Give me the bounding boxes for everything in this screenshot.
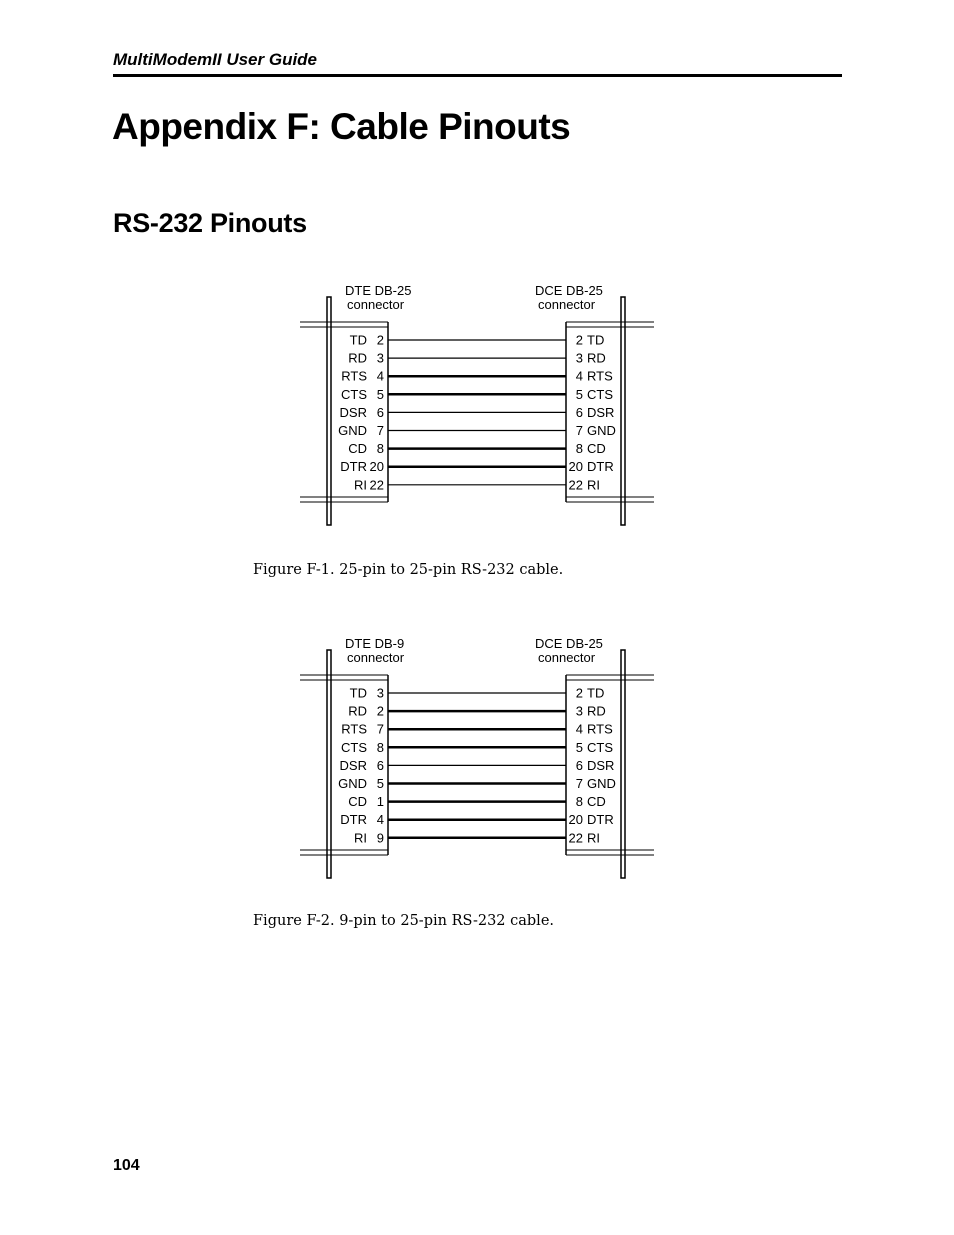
right-pin-signal: GND (587, 423, 616, 438)
right-pin-number: 20 (568, 812, 583, 828)
left-pin-signal: DSR (339, 757, 367, 773)
right-pin-signal: RD (587, 350, 606, 366)
left-pin-signal: CTS (341, 386, 367, 402)
left-pin-number: 22 (369, 477, 384, 493)
right-pin-signal: CTS (587, 739, 613, 755)
right-pin-number: 2 (575, 332, 583, 348)
left-pin-number: 5 (376, 386, 384, 402)
left-connector-label-line1: DTE DB-25 (345, 283, 412, 298)
page-number: 104 (113, 1157, 140, 1174)
left-connector-label-line2: connector (347, 297, 405, 312)
left-pin-signal: RTS (341, 721, 367, 737)
left-pin-signal: RTS (341, 368, 367, 384)
right-pin-number: 3 (575, 350, 583, 366)
left-pin-number: 4 (376, 812, 384, 828)
left-connector-shell (327, 297, 331, 525)
right-pin-signal: RI (587, 477, 600, 493)
right-pin-signal: RTS (587, 721, 613, 737)
left-pin-number: 6 (376, 404, 384, 420)
left-pin-signal: DSR (339, 404, 367, 420)
left-pin-signal: CD (348, 441, 367, 457)
figure-f1-diagram (0, 280, 954, 530)
left-pin-signal: GND (338, 423, 367, 438)
right-connector-shell (621, 650, 625, 878)
right-pin-signal: GND (587, 776, 616, 791)
right-pin-number: 4 (575, 368, 583, 384)
header-rule (113, 74, 842, 77)
right-pin-number: 3 (575, 703, 583, 719)
left-pin-signal: RD (348, 350, 367, 366)
left-pin-signal: RD (348, 703, 367, 719)
left-connector-label-line1: DTE DB-9 (345, 636, 405, 651)
chapter-title: Appendix F: Cable Pinouts (112, 106, 571, 147)
right-connector-label-line2: connector (538, 650, 596, 665)
right-pin-signal: DTR (587, 812, 614, 828)
left-connector-label-line2: connector (347, 650, 405, 665)
right-pin-signal: CD (587, 441, 606, 457)
left-pin-number: 20 (369, 459, 384, 475)
right-pin-number: 5 (575, 386, 583, 402)
left-pin-number: 3 (376, 350, 384, 366)
right-pin-signal: DSR (587, 757, 615, 773)
left-pin-signal: RI (354, 477, 367, 493)
right-pin-signal: RD (587, 703, 606, 719)
right-pin-signal: RTS (587, 368, 613, 384)
figure-f2-diagram (0, 633, 954, 883)
right-connector-label-line1: DCE DB-25 (535, 636, 603, 651)
left-pin-number: 2 (376, 703, 384, 719)
right-pin-number: 7 (575, 776, 583, 791)
right-pin-number: 8 (575, 794, 583, 810)
left-pin-signal: GND (338, 776, 367, 791)
left-pin-signal: TD (349, 332, 367, 348)
right-pin-number: 6 (575, 404, 583, 420)
figure-f2-caption: Figure F-2. 9-pin to 25-pin RS-232 cable. (253, 913, 555, 929)
left-pin-number: 3 (376, 685, 384, 701)
right-pin-number: 22 (568, 477, 583, 493)
right-pin-signal: RI (587, 830, 600, 846)
figure-f1-caption: Figure F-1. 25-pin to 25-pin RS-232 cable. (253, 562, 564, 578)
left-pin-signal: CD (348, 794, 367, 810)
left-pin-number: 5 (376, 776, 384, 791)
right-connector-label-line2: connector (538, 297, 596, 312)
right-pin-signal: TD (587, 332, 605, 348)
left-pin-signal: DTR (340, 459, 367, 475)
right-pin-number: 20 (568, 459, 583, 475)
left-pin-signal: DTR (340, 812, 367, 828)
right-pin-number: 8 (575, 441, 583, 457)
right-pin-signal: TD (587, 685, 605, 701)
right-connector-label-line1: DCE DB-25 (535, 283, 603, 298)
left-pin-signal: CTS (341, 739, 367, 755)
right-pin-number: 4 (575, 721, 583, 737)
left-pin-number: 8 (376, 441, 384, 457)
section-title: RS-232 Pinouts (113, 208, 307, 238)
right-pin-number: 22 (568, 830, 583, 846)
left-pin-number: 9 (376, 830, 384, 846)
left-pin-number: 7 (376, 721, 384, 737)
left-pin-number: 6 (376, 757, 384, 773)
right-pin-number: 5 (575, 739, 583, 755)
left-pin-number: 4 (376, 368, 384, 384)
right-pin-number: 6 (575, 757, 583, 773)
right-pin-number: 2 (575, 685, 583, 701)
left-pin-number: 7 (376, 423, 384, 438)
right-pin-signal: DTR (587, 459, 614, 475)
left-pin-number: 2 (376, 332, 384, 348)
right-pin-signal: DSR (587, 404, 615, 420)
left-pin-signal: RI (354, 830, 367, 846)
left-pin-number: 1 (376, 794, 384, 810)
right-pin-signal: CD (587, 794, 606, 810)
running-header-title: MultiModemII User Guide (113, 50, 318, 69)
right-connector-shell (621, 297, 625, 525)
right-pin-number: 7 (575, 423, 583, 438)
left-pin-signal: TD (349, 685, 367, 701)
left-connector-shell (327, 650, 331, 878)
right-pin-signal: CTS (587, 386, 613, 402)
left-pin-number: 8 (376, 739, 384, 755)
